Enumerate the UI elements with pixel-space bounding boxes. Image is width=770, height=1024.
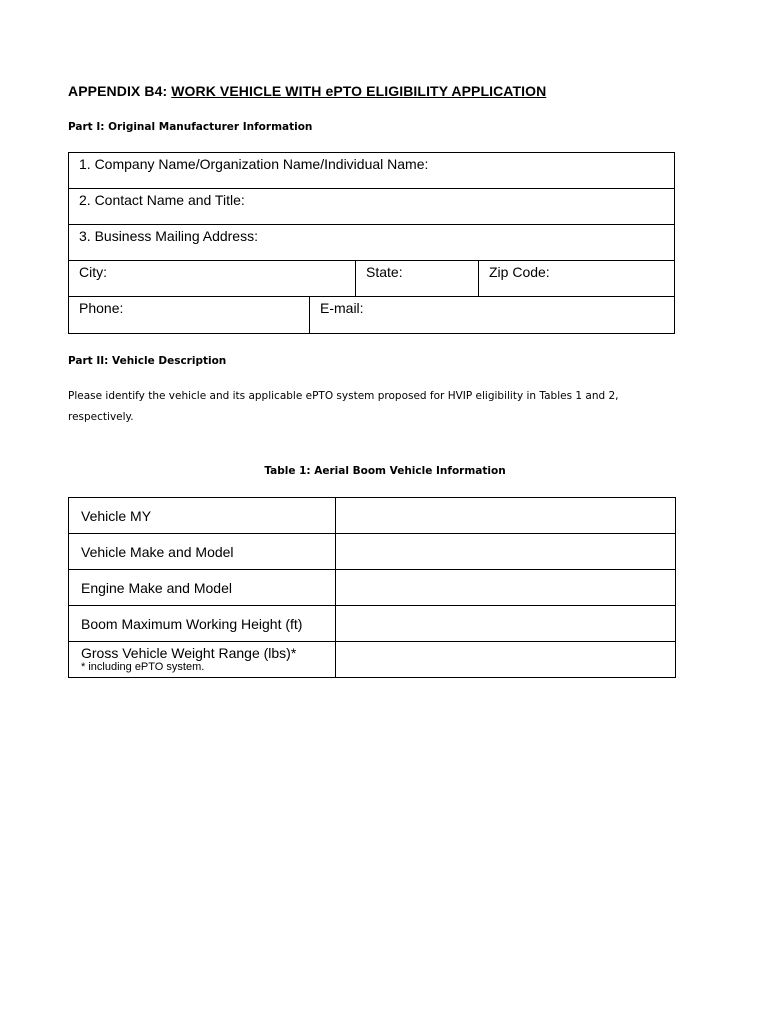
phone-label: Phone: [79, 300, 124, 316]
aerial-boom-vehicle-table [68, 497, 676, 678]
instructions-paragraph: Please identify the vehicle and its applicable ePTO system proposed for HVIP eligibility in Tables 1 and 2, respectively. [68, 390, 619, 423]
gvw-range-label: Gross Vehicle Weight Range (lbs)* [81, 645, 297, 661]
engine-make-model-input[interactable] [336, 570, 676, 606]
mailing-address-label: 3. Business Mailing Address: [79, 228, 258, 244]
boom-height-label: Boom Maximum Working Height (ft) [69, 606, 336, 642]
city-label: City: [79, 264, 107, 280]
vehicle-make-model-label: Vehicle Make and Model [69, 534, 336, 570]
table-row [69, 606, 676, 642]
phone-field[interactable] [69, 297, 309, 333]
company-name-field[interactable] [69, 153, 674, 188]
gvw-range-note: * including ePTO system. [81, 661, 205, 673]
vehicle-my-input[interactable] [336, 498, 676, 534]
document-title [68, 83, 546, 99]
state-field[interactable] [355, 261, 478, 296]
manufacturer-info-form [68, 152, 675, 334]
part1-heading: Part I: Original Manufacturer Information [68, 121, 313, 133]
city-state-zip-row [69, 261, 674, 297]
company-name-row [69, 153, 674, 189]
table1-caption: Table 1: Aerial Boom Vehicle Information [264, 465, 506, 477]
contact-name-field[interactable] [69, 189, 674, 224]
phone-email-row [69, 297, 674, 333]
table-row [69, 570, 676, 606]
state-label: State: [366, 264, 403, 280]
table-row [69, 498, 676, 534]
mailing-address-field[interactable] [69, 225, 674, 260]
title-prefix: APPENDIX B4: [68, 83, 172, 99]
table-row [69, 534, 676, 570]
gvw-range-input[interactable] [336, 642, 676, 678]
zip-code-field[interactable] [478, 261, 674, 296]
company-name-label: 1. Company Name/Organization Name/Individual Name: [79, 156, 429, 172]
mailing-address-row [69, 225, 674, 261]
email-field[interactable] [309, 297, 674, 333]
title-main: WORK VEHICLE WITH ePTO ELIGIBILITY APPLICATION [171, 83, 547, 99]
city-field[interactable] [69, 261, 355, 296]
contact-name-row [69, 189, 674, 225]
boom-height-input[interactable] [336, 606, 676, 642]
contact-name-label: 2. Contact Name and Title: [79, 192, 245, 208]
vehicle-make-model-input[interactable] [336, 534, 676, 570]
gvw-range-cell [69, 642, 336, 678]
engine-make-model-label: Engine Make and Model [69, 570, 336, 606]
part2-heading: Part II: Vehicle Description [68, 355, 227, 367]
table-row [69, 642, 676, 678]
email-label: E-mail: [320, 300, 364, 316]
vehicle-my-label: Vehicle MY [69, 498, 336, 534]
zip-code-label: Zip Code: [489, 264, 550, 280]
